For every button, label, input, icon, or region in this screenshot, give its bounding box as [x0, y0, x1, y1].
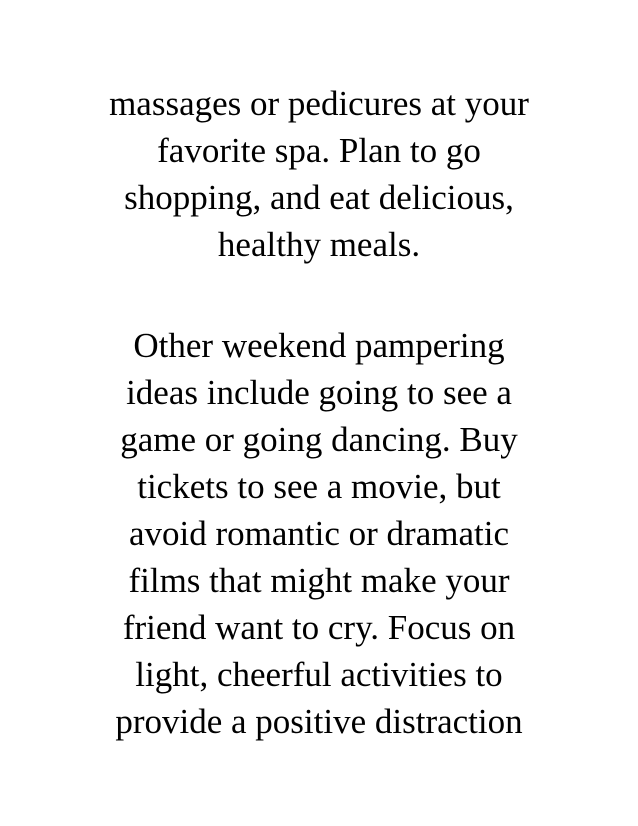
text-line: healthy meals. — [217, 225, 421, 264]
text-line: friend want to cry. Focus on — [122, 608, 516, 647]
text-line: massages or pedicures at your — [109, 84, 529, 123]
text-line: game or going dancing. Buy — [120, 420, 518, 459]
text-line: Other weekend pampering — [133, 326, 505, 365]
text-line: tickets to see a movie, but — [137, 467, 501, 506]
text-line: shopping, and eat delicious, — [124, 178, 514, 217]
text-line: avoid romantic or dramatic — [129, 514, 509, 553]
paragraph-2 — [0, 322, 638, 745]
text-line: provide a positive distraction — [115, 702, 523, 741]
text-line: ideas include going to see a — [126, 373, 512, 412]
text-line: favorite spa. Plan to go — [157, 131, 481, 170]
text-line: films that might make your — [128, 561, 510, 600]
text-line: light, cheerful activities to — [135, 655, 503, 694]
paragraph-1 — [0, 80, 638, 268]
